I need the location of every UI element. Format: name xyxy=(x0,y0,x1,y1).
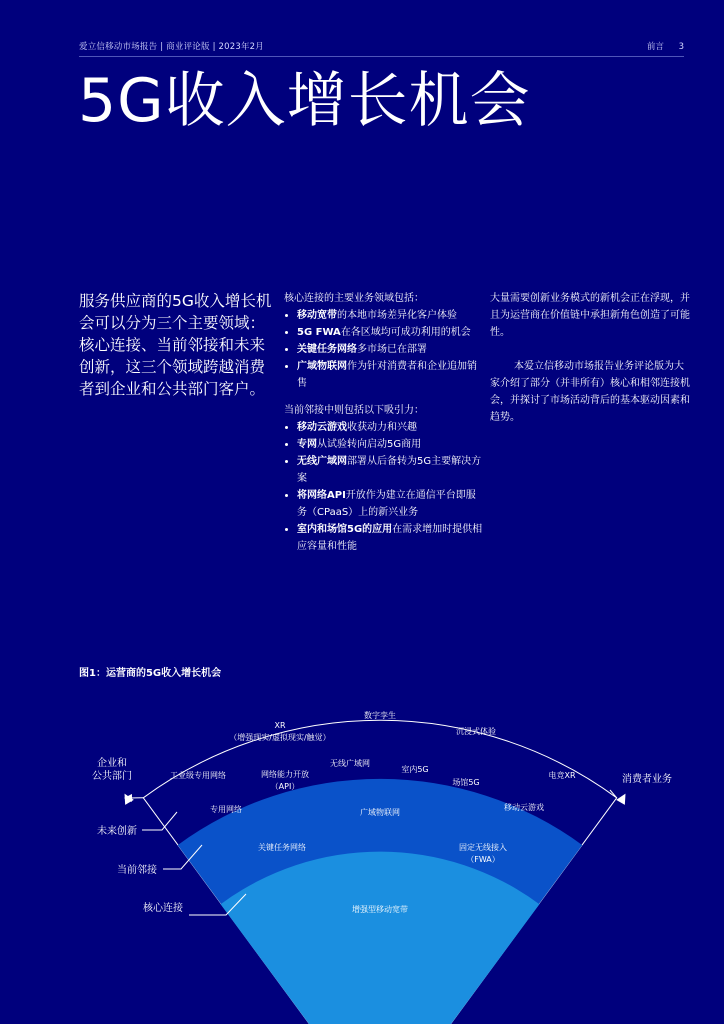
immersive-label: 沉浸式体验 xyxy=(456,727,496,736)
adjacent-intro: 当前邻接中则包括以下吸引力： xyxy=(284,405,424,416)
page-number: 3 xyxy=(678,42,684,52)
enterprise-label-1: 企业和 xyxy=(97,758,127,769)
core-connectivity-label: 核心连接 xyxy=(143,903,183,914)
list-item: • 专网从试验转向启动5G商用 xyxy=(297,436,484,453)
xr-sub-label: （增强现实/虚拟现实/触觉） xyxy=(229,733,331,742)
context-paragraph-2: 本爱立信移动市场报告业务评论版为大家介绍了部分（并非所有）核心和相邻连接机会，并探讨了市场活动背后的基本驱动因素和趋势。 xyxy=(490,361,690,423)
embb-label: 增强型移动宽带 xyxy=(352,905,408,914)
list-item: • 移动宽带的本地市场差异化客户体验 xyxy=(297,307,484,324)
mission-critical-label: 关键任务网络 xyxy=(258,843,306,852)
industrial-network-label: 工业级专用网络 xyxy=(170,771,226,780)
digital-twin-label: 数字孪生 xyxy=(364,711,396,720)
list-item: • 广域物联网作为针对消费者和企业追加销售 xyxy=(297,358,484,392)
wireless-wan-label: 无线广域网 xyxy=(330,759,370,768)
venue-5g-label: 场馆5G xyxy=(452,778,480,787)
indoor-5g-label: 室内5G xyxy=(401,765,429,774)
list-item: • 5G FWA在各区域均可成功利用的机会 xyxy=(297,324,484,341)
consumer-label: 消费者业务 xyxy=(622,774,672,785)
fwa-sub-label: （FWA） xyxy=(466,855,500,864)
list-item: • 关键任务网络多市场已在部署 xyxy=(297,341,484,358)
enterprise-label-2: 公共部门 xyxy=(92,771,132,782)
xr-label: XR xyxy=(274,721,286,730)
current-adjacent-label: 当前邻接 xyxy=(117,865,157,876)
esports-xr-label: 电竞XR xyxy=(548,771,576,780)
list-item: • 将网络API开放作为建立在通信平台即服务（CPaaS）上的新兴业务 xyxy=(297,487,484,521)
report-header: 爱立信移动市场报告 | 商业评论版 | 2023年2月 xyxy=(79,42,264,52)
network-api-sub-label: （API） xyxy=(270,782,300,791)
private-network-label: 专用网络 xyxy=(210,805,242,814)
future-innovation-label: 未来创新 xyxy=(97,826,137,837)
intro-paragraph: 服务供应商的5G收入增长机会可以分为三个主要领域：核心连接、当前邻接和未来创新，这三个领域跨越消费者到企业和公共部门客户。 xyxy=(79,292,272,398)
list-item: • 移动云游戏收获动力和兴趣 xyxy=(297,419,484,436)
figure-title: 图1：运营商的5G收入增长机会 xyxy=(79,668,222,679)
arrow-right-head xyxy=(616,791,630,805)
fwa-label: 固定无线接入 xyxy=(459,843,507,852)
massive-iot-label: 广域物联网 xyxy=(360,808,400,817)
core-intro: 核心连接的主要业务领域包括： xyxy=(284,293,424,304)
network-api-label: 网络能力开放 xyxy=(261,770,309,779)
list-item: • 无线广域网部署从后备转为5G主要解决方案 xyxy=(297,453,484,487)
section-name: 前言 xyxy=(646,42,664,52)
list-item: • 室内和场馆5G的应用在需求增加时提供相应容量和性能 xyxy=(297,521,484,555)
page-title: 5G收入增长机会 xyxy=(78,66,531,136)
core-connectivity-band xyxy=(221,852,540,1024)
context-paragraph-1: 大量需要创新业务模式的新机会正在浮现，并且为运营商在价值链中承担新角色创造了可能性。 xyxy=(490,293,690,338)
cloud-gaming-label: 移动云游戏 xyxy=(504,803,544,812)
